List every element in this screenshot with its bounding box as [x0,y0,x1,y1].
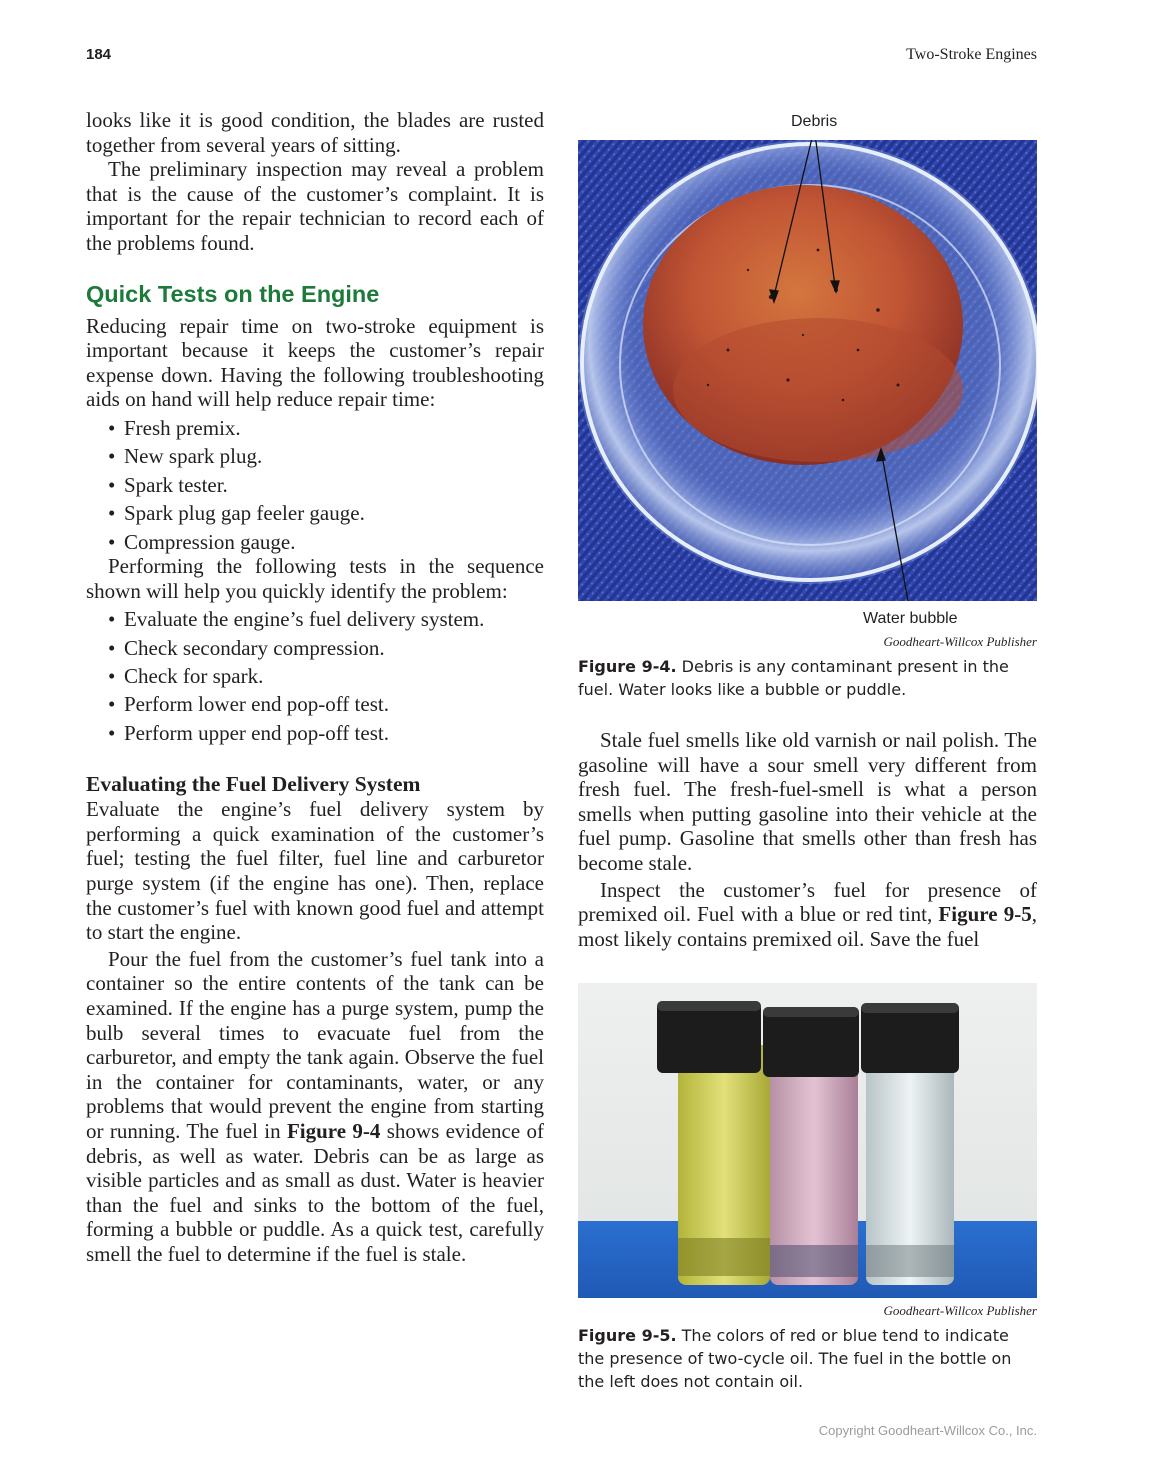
list-item: • Fresh premix. [108,414,544,442]
text-run: Pour the fuel from the customer’s fuel tank into a container so the entire contents of the tank can be examined. If the engine has a purge system, pump the bulb several times to evacuate fuel from the carburetor, and empty the tank again. Observe the fuel in the container for contaminants, water, or any problems that would prevent the engine from starting or running. The fuel in [86,946,544,1143]
figure-9-5-credit: Goodheart-Willcox Publisher [883,1303,1037,1318]
subsection-heading: Evaluating the Fuel Delivery System [86,772,421,797]
figure-9-4-photo [578,140,1037,601]
figure-9-5-photo [578,983,1037,1298]
section-heading: Quick Tests on the Engine [86,280,380,307]
troubleshooting-aids-list [86,414,544,556]
paragraph-continuation: looks like it is good condition, the blades are rusted together from several years of sitting. [86,108,544,157]
paragraph-preliminary-inspection: The preliminary inspection may reveal a problem that is the cause of the customer’s complaint. It is important for the repair technician to record each of the problems found. [86,157,544,255]
list-item: • Evaluate the engine’s fuel delivery system. [108,605,544,633]
right-column-text [578,728,1037,951]
vial-pink [763,1007,859,1285]
list-item: • Spark plug gap feeler gauge. [108,499,544,527]
text-run: shows evidence of debris, as well as water. Debris can be as large as visible particles and as small as dust. Water is heavier than the fuel and sinks to the bottom of the fuel, forming a bubble or puddle. As a quick test, carefully smell the fuel to determine if the fuel is stale. [86,1118,545,1266]
caption-number: Figure 9-5. [578,1326,677,1345]
caption-text: The colors of red or blue tend to indicate the presence of two-cycle oil. The fuel in the bottle on the left does not contain oil. [578,1326,1012,1391]
list-item: • Check secondary compression. [108,634,544,662]
paragraph-stale-fuel: Stale fuel smells like old varnish or nail polish. The gasoline will have a sour smell very different from fresh fuel. The fresh-fuel-smell is what a person smells when putting gasoline into their vehicle at the fuel pump. Gasoline that smells other than fresh has become stale. [578,728,1037,875]
paragraph-pour-fuel [86,947,544,1267]
text-run: , most likely contains premixed oil. Save the fuel [578,902,1037,951]
paragraph-reducing-repair-time: Reducing repair time on two-stroke equipment is important because it keeps the customer’s repair expense down. Having the following troubleshooting aids on hand will help reduce repair time: [86,313,544,412]
list-item: • Compression gauge. [108,528,544,556]
paragraph-evaluate-fuel: Evaluate the engine’s fuel delivery system by performing a quick examination of the customer’s fuel; testing the fuel filter, fuel line and carburetor purge system (if the engine has one). Then, replace the customer’s fuel with known good fuel and attempt to start the engine. [86,797,544,945]
vial-clear [861,1003,959,1285]
left-column [86,108,544,1266]
water-bubble-label: Water bubble [863,610,958,627]
page-number: 184 [86,46,112,63]
paragraph-inspect-premix [578,878,1037,952]
figure-9-4-caption [578,655,1037,701]
figure-reference: Figure 9-5 [938,902,1032,927]
text-run: Inspect the customer’s fuel for presence of premixed oil. Fuel with a blue or red tint, [578,877,1037,927]
running-head: Two-Stroke Engines [906,46,1037,63]
figure-reference: Figure 9-4 [286,1118,381,1143]
figure-9-5-caption [578,1324,1037,1393]
list-item: • Check for spark. [108,662,544,690]
list-item: • Spark tester. [108,471,544,499]
caption-number: Figure 9-4. [578,657,677,676]
caption-text: Debris is any contaminant present in the fuel. Water looks like a bubble or puddle. [578,657,1009,699]
paragraph-test-sequence: Performing the following tests in the sequence shown will help you quickly identify the problem: [86,553,544,603]
tests-list [86,605,544,747]
figure-9-4-credit: Goodheart-Willcox Publisher [883,634,1037,649]
list-item: • Perform upper end pop-off test. [108,719,544,747]
list-item: • Perform lower end pop-off test. [108,690,544,718]
list-item: • New spark plug. [108,442,544,470]
debris-label: Debris [791,113,838,130]
copyright-footer: Copyright Goodheart-Willcox Co., Inc. [818,1423,1037,1438]
